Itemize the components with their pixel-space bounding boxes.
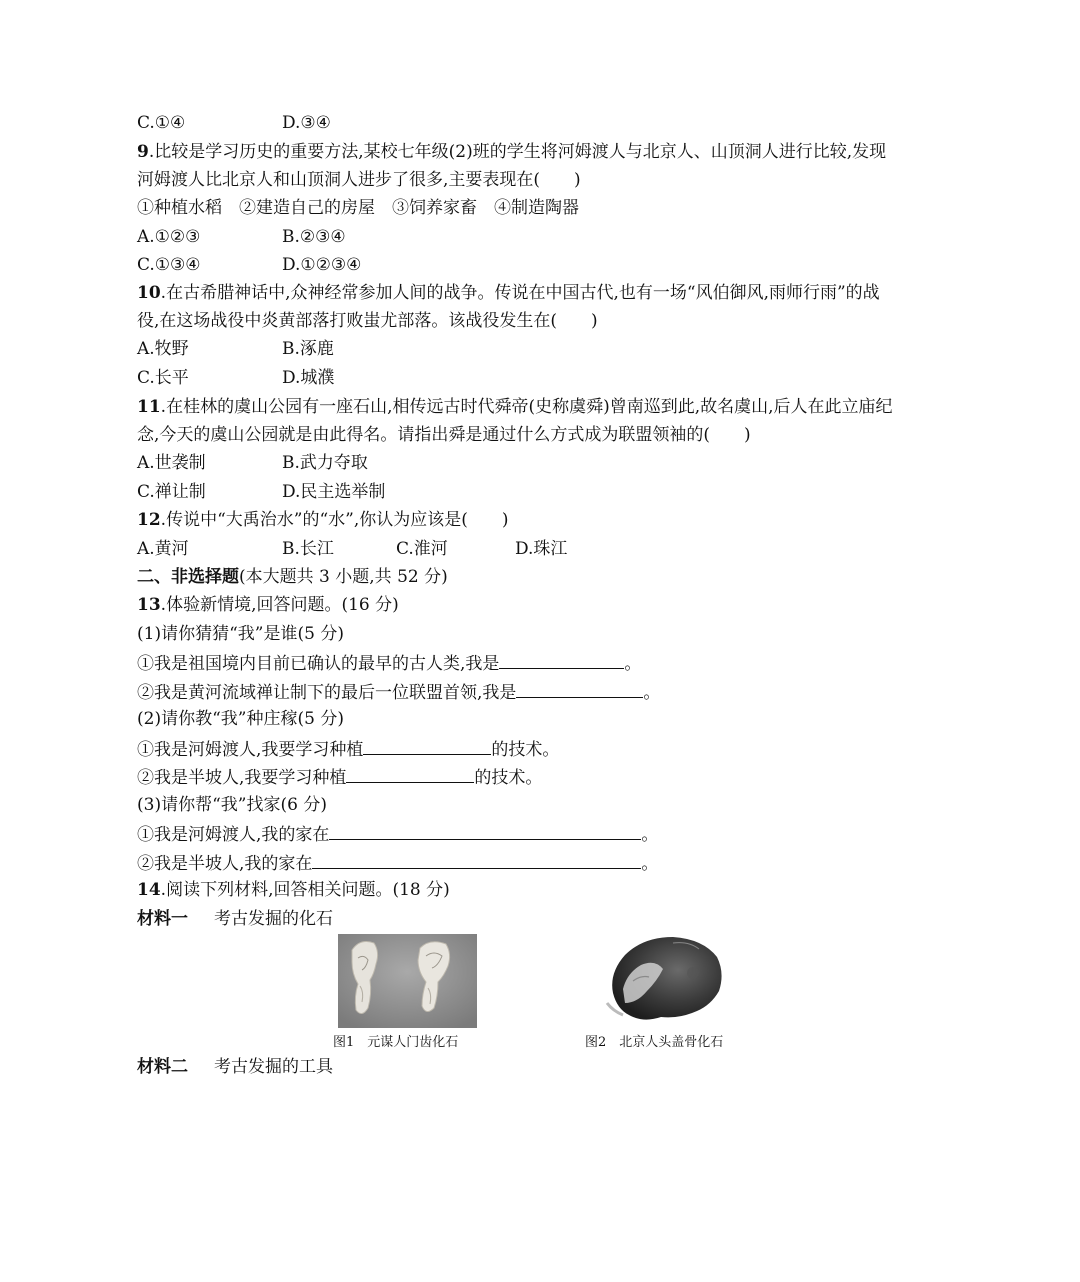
q13-part2-b-text: ②我是半坡人,我要学习种植 (137, 768, 347, 788)
q9-options-ab (137, 225, 346, 249)
q14-number: 14 (137, 880, 161, 900)
q10-option-b: B.涿鹿 (282, 339, 334, 359)
material-1-label: 材料一 (137, 909, 188, 929)
q10-option-d: D.城濮 (282, 368, 335, 388)
answer-blank-3[interactable] (363, 736, 491, 755)
q13-part3-b (137, 850, 658, 876)
q13-part3-b-text: ②我是半坡人,我的家在 (137, 854, 313, 874)
q13-part3-b-end: 。 (641, 854, 659, 874)
q12-options (137, 537, 567, 561)
q12-option-d: D.珠江 (515, 539, 568, 559)
section-heading (137, 565, 448, 589)
q13-part3-a-end: 。 (641, 825, 659, 845)
q13-part3-a (137, 821, 658, 847)
q13-part2-a-text: ①我是河姆渡人,我要学习种植 (137, 740, 364, 760)
q12-text: .传说中“大禹治水”的“水”,你认为应该是( ) (160, 510, 509, 530)
q11-options-cd (137, 480, 385, 504)
q10-number: 10 (137, 283, 161, 303)
q9-options-cd (137, 253, 361, 277)
q9-text1: .比较是学习历史的重要方法,某校七年级(2)班的学生将河姆渡人与北京人、山顶洞人进行比较,发现 (148, 142, 887, 162)
q13-part1-b (137, 679, 660, 705)
q9-option-d: D.①②③④ (282, 255, 362, 275)
q13-part1: (1)请你猜猜“我”是谁(5 分) (137, 624, 344, 644)
q10-text1: .在古希腊神话中,众神经常参加人间的战争。传说在中国古代,也有一场“风伯御风,雨师行雨”的战 (160, 283, 880, 303)
q10-stem-line2: 役,在这场战役中炎黄部落打败蚩尤部落。该战役发生在( ) (137, 311, 598, 331)
material-2-label: 材料二 (137, 1057, 188, 1077)
q12-number: 12 (137, 510, 161, 530)
section-title: 二、非选择题 (137, 567, 239, 587)
q11-option-a: A.世袭制 (137, 453, 206, 473)
q10-stem-line1 (137, 281, 880, 305)
answer-blank-1[interactable] (499, 650, 624, 669)
q8-options-row (137, 111, 331, 135)
q13-text: .体验新情境,回答问题。(16 分) (160, 595, 399, 615)
q10-option-c: C.长平 (137, 368, 189, 388)
q13-part3-a-text: ①我是河姆渡人,我的家在 (137, 825, 330, 845)
q8-option-d: D.③④ (282, 113, 331, 133)
q8-option-c: C.①④ (137, 113, 186, 133)
q9-items: ①种植水稻 ②建造自己的房屋 ③饲养家畜 ④制造陶器 (137, 198, 579, 218)
q11-text1: .在桂林的虞山公园有一座石山,相传远古时代舜帝(史称虞舜)曾南巡到此,故名虞山,后人在此立庙纪 (160, 397, 893, 417)
q10-options-cd (137, 366, 334, 390)
material-2-heading (137, 1055, 333, 1079)
figure-1-caption: 图1 元谋人门齿化石 (333, 1035, 459, 1050)
q12-stem (137, 508, 509, 532)
peking-man-skull-photo (603, 933, 727, 1029)
q13-part2-a-end: 的技术。 (491, 740, 560, 760)
q9-option-a: A.①②③ (137, 227, 201, 247)
q9-stem-line1 (137, 140, 886, 164)
q11-number: 11 (137, 397, 161, 417)
q11-stem-line1 (137, 395, 893, 419)
section-note: (本大题共 3 小题,共 52 分) (239, 567, 448, 587)
q13-part1-b-end: 。 (643, 683, 661, 703)
material-2-text: 考古发掘的工具 (214, 1057, 333, 1077)
q13-part2-b-end: 的技术。 (474, 768, 543, 788)
q13-stem (137, 593, 399, 617)
q9-option-b: B.②③④ (282, 227, 346, 247)
q9-stem-line2: 河姆渡人比北京人和山顶洞人进步了很多,主要表现在( ) (137, 170, 581, 190)
q11-stem-line2: 念,今天的虞山公园就是由此得名。请指出舜是通过什么方式成为联盟领袖的( ) (137, 425, 751, 445)
q12-option-b: B.长江 (282, 539, 334, 559)
material-1-text: 考古发掘的化石 (214, 909, 333, 929)
q9-option-c: C.①③④ (137, 255, 201, 275)
q14-stem (137, 878, 450, 902)
yuanmou-teeth-photo (338, 934, 477, 1028)
q11-option-b: B.武力夺取 (282, 453, 368, 473)
q13-number: 13 (137, 595, 161, 615)
q13-part1-b-text: ②我是黄河流域禅让制下的最后一位联盟首领,我是 (137, 683, 517, 703)
q9-number: 9 (137, 142, 149, 162)
q13-part3: (3)请你帮“我”找家(6 分) (137, 795, 327, 815)
q11-option-d: D.民主选举制 (282, 482, 386, 502)
q11-options-ab (137, 451, 368, 475)
q13-part1-a (137, 650, 641, 676)
q13-part2-b (137, 764, 542, 790)
answer-blank-2[interactable] (516, 679, 643, 698)
q13-part2: (2)请你教“我”种庄稼(5 分) (137, 709, 344, 729)
q11-option-c: C.禅让制 (137, 482, 206, 502)
q14-text: .阅读下列材料,回答相关问题。(18 分) (160, 880, 450, 900)
figure-2-caption: 图2 北京人头盖骨化石 (585, 1035, 724, 1050)
q13-part1-a-end: 。 (624, 654, 642, 674)
q10-options-ab (137, 337, 334, 361)
material-1-heading (137, 907, 333, 931)
q13-part2-a (137, 736, 559, 762)
q12-option-a: A.黄河 (137, 539, 189, 559)
answer-blank-5[interactable] (329, 821, 641, 840)
q12-option-c: C.淮河 (396, 539, 448, 559)
answer-blank-4[interactable] (346, 764, 474, 783)
answer-blank-6[interactable] (312, 850, 641, 869)
q13-part1-a-text: ①我是祖国境内目前已确认的最早的古人类,我是 (137, 654, 500, 674)
q10-option-a: A.牧野 (137, 339, 189, 359)
